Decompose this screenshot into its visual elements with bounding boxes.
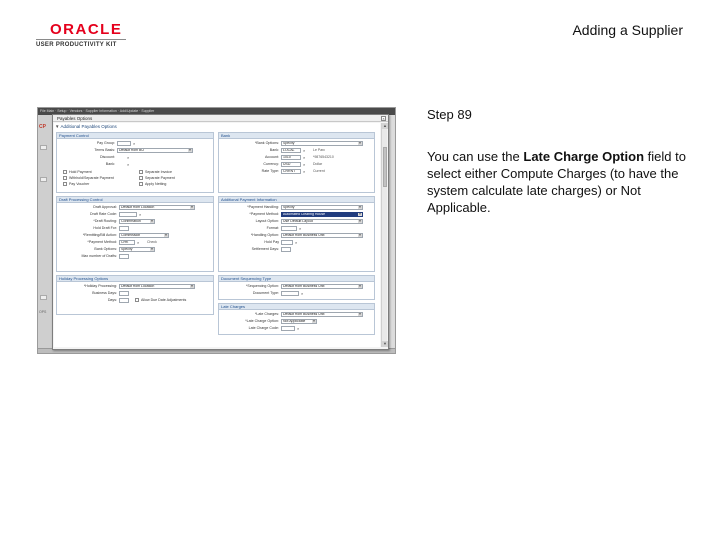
dialog-body [54,123,380,347]
background-widget [40,295,47,300]
hold-draft-input[interactable] [119,226,129,231]
checkbox-label: Apply Netting [145,182,167,186]
dialog-title: Payables Options [53,115,388,122]
document-type-input[interactable] [281,291,299,296]
chevron-down-icon[interactable]: ▼ [358,205,362,209]
checkbox-label: Hold Payment [69,170,92,174]
checkbox-label: Withhold/Separate Payment [69,176,114,180]
handling-option-label: *Handling Option: [250,233,279,237]
separate-payment-checkbox[interactable] [139,176,143,180]
allow-adjustments-label: Allow Due Date Adjustments [141,298,187,302]
logo-divider [36,39,126,40]
chevron-down-icon[interactable]: ▼ [190,205,194,209]
late-charge-option-label: *Late Charge Option: [245,319,279,323]
max-drafts-input[interactable] [119,254,129,259]
pay-method-select[interactable] [281,212,363,217]
remit-action-label: *Remitting/Bill Action: [82,233,117,237]
terms-basis-value: Default from BU [119,148,144,152]
close-icon[interactable]: × [382,116,385,121]
pay-group-input[interactable] [117,141,131,146]
payment-control-panel [56,132,214,193]
settlement-days-input[interactable] [281,247,291,252]
scrollbar-thumb[interactable] [383,147,387,187]
days-label: Days: [107,298,117,302]
rate-type-description: Current [313,169,325,173]
layout-option-value: Use Default Layout [283,219,313,223]
draft-approval-select[interactable] [119,205,195,210]
chevron-down-icon[interactable]: ▼ [312,319,316,323]
chevron-down-icon[interactable]: ▼ [358,233,362,237]
chevron-down-icon[interactable]: ▼ [164,233,168,237]
sequencing-option-value: Default from Business Unit [283,284,325,288]
chevron-down-icon[interactable]: ▼ [358,141,362,145]
allow-adjustments-checkbox[interactable] [135,298,139,302]
panel-header: Draft Processing Control [57,197,213,203]
description-text: You can use the [427,149,524,164]
bank-code-input[interactable]: LOCAL [281,148,301,153]
panel-header: Late Charges [219,304,374,310]
logo-product: USER PRODUCTIVITY KIT [36,42,117,48]
discount-label: Discount: [100,155,115,159]
format-label: Format: [266,226,279,230]
business-days-label: Business Days: [92,291,117,295]
bank-panel [218,132,375,193]
section-header[interactable] [55,124,117,129]
lookup-icon[interactable]: ⌕ [127,155,130,160]
chevron-down-icon[interactable]: ▼ [358,219,362,223]
account-input[interactable]: 1010 [281,155,301,160]
pay-handling-code-label: Hold Pay [264,240,279,244]
late-charges-label: *Late Charges: [255,312,279,316]
rate-type-label: Rate Type: [261,169,279,173]
draft-routing-select[interactable] [119,219,155,224]
payment-handling-label: *Payment Handling: [247,205,279,209]
panel-header: Document Sequencing Type [219,276,374,282]
lookup-icon[interactable]: ⌕ [303,162,306,167]
holiday-processing-select[interactable] [119,284,195,289]
lookup-icon[interactable]: ⌕ [303,155,306,160]
screenshot [37,107,396,354]
checkbox-label: Pay Voucher [69,182,90,186]
lookup-icon[interactable]: ⌕ [303,148,306,153]
late-charges-panel [218,303,375,335]
withhold-checkbox[interactable] [63,176,67,180]
oracle-upk-logo [36,22,126,48]
rate-type-input[interactable]: CRRNT [281,169,301,174]
chevron-down-icon[interactable]: ▼ [190,284,194,288]
app-menu-bar: File Main · Setup · Vendors · Supplier Information · Add/Update · Supplier [38,108,395,115]
scroll-up-icon[interactable]: ▲ [383,123,387,128]
late-charges-select[interactable] [281,312,363,317]
checkbox-label: Separate Invoice [145,170,172,174]
draft-bank-options-value: Specify [121,247,133,251]
step-number: Step 89 [427,107,472,122]
max-drafts-label: Max number of Drafts: [81,254,117,258]
document-type-label: Document Type: [252,291,279,295]
remit-action-select[interactable] [119,233,169,238]
business-days-input[interactable] [119,291,129,296]
holiday-processing-value: Default from Location [121,284,155,288]
additional-payment-panel [218,196,375,272]
draft-routing-value: Confirmation [121,219,141,223]
lookup-icon[interactable]: ⌕ [127,162,130,167]
late-charge-option-value: Not Applicable [283,319,306,323]
payment-method-description: Check [147,240,157,244]
slide-title: Adding a Supplier [572,22,683,38]
document-sequencing-panel [218,275,375,300]
panel-header: Bank [219,133,374,139]
step-description [427,148,697,216]
lookup-icon[interactable]: ⌕ [297,326,300,331]
section-header-label: Additional Payables Options [60,124,117,129]
chevron-down-icon[interactable]: ▼ [150,219,154,223]
late-charges-value: Default from Business Unit [283,312,325,316]
currency-description: Dollar [313,162,323,166]
remit-action-value: Commission [121,233,141,237]
chevron-down-icon[interactable]: ▼ [358,284,362,288]
payables-options-dialog [52,114,389,350]
lookup-icon[interactable]: ⌕ [133,141,136,146]
background-widget [40,145,47,150]
currency-input[interactable]: USD [281,162,301,167]
panel-header: Holiday Processing Options [57,276,213,282]
draft-rate-code-label: Draft Rate Code: [90,212,117,216]
panel-header: Additional Payment Information [219,197,374,203]
layout-option-select[interactable] [281,219,363,224]
draft-processing-panel [56,196,214,272]
draft-approval-value: Default from Location [121,205,155,209]
scroll-down-icon[interactable]: ▼ [383,341,387,346]
lookup-icon[interactable]: ⌕ [295,240,298,245]
bank-options-label: *Bank Options: [255,141,279,145]
bank-options-select[interactable] [281,141,363,146]
account-description: *9876543210 [313,155,334,159]
holiday-processing-panel [56,275,214,315]
collapse-triangle-icon[interactable]: ▼ [55,124,60,129]
payment-method-input[interactable]: CHK [119,240,135,245]
chevron-down-icon[interactable]: ▼ [358,312,362,316]
lookup-icon[interactable]: ⌕ [299,226,302,231]
draft-approval-label: Draft Approval: [93,205,117,209]
days-input[interactable] [119,298,129,303]
description-field-name: Late Charge Option [523,149,645,164]
bank-options-value: Specify [283,141,295,145]
hold-draft-label: Hold Draft For: [93,226,117,230]
currency-label: Currency: [263,162,279,166]
format-input[interactable] [281,226,297,231]
chevron-down-icon[interactable]: ▼ [358,212,362,216]
separate-invoice-checkbox[interactable] [139,170,143,174]
apply-netting-checkbox[interactable] [139,182,143,186]
lookup-icon[interactable]: ⌕ [301,291,304,296]
pay-method-value: Automated Clearing House [283,212,326,216]
sequencing-option-select[interactable] [281,284,363,289]
checkbox-label: Separate Payment [145,176,175,180]
vertical-scrollbar[interactable] [381,123,387,347]
lookup-icon[interactable]: ⌕ [139,212,142,217]
payment-handling-select[interactable] [281,205,363,210]
handling-option-select[interactable] [281,233,363,238]
chevron-down-icon[interactable]: ▼ [188,148,192,152]
lookup-icon[interactable]: ⌕ [137,240,140,245]
late-charge-code-label: Late Charge Code: [248,326,279,330]
background-crumb: CP [39,124,46,130]
sequencing-option-label: *Sequencing Option: [246,284,279,288]
account-label: Account: [265,155,279,159]
pay-voucher-checkbox[interactable] [63,182,67,186]
pay-group-label: Pay Group: [96,141,115,145]
lookup-icon[interactable]: ⌕ [303,169,306,174]
draft-rate-code-input[interactable] [119,212,137,217]
settlement-days-label: Settlement Days: [251,247,279,251]
late-charge-option-select[interactable] [281,319,317,324]
background-label: OPS [39,310,47,314]
panel-header: Payment Control [57,133,213,139]
hold-payment-checkbox[interactable] [63,170,67,174]
terms-basis-label: Terms Basis: [94,148,115,152]
late-charge-code-input[interactable] [281,326,295,331]
layout-option-label: Layout Option: [255,219,279,223]
bank-description: Le Parc [313,148,326,152]
pay-method-label: *Payment Method: [249,212,279,216]
bank-label: Bank: [105,162,115,166]
logo-brand: ORACLE [50,21,123,38]
draft-bank-options-select[interactable] [119,247,155,252]
chevron-down-icon[interactable]: ▼ [150,247,154,251]
background-widget [40,177,47,182]
pay-handling-code-input[interactable] [281,240,293,245]
draft-bank-options-label: Bank Options: [94,247,117,251]
description-text: field to select either Compute Charges (to have the system calculate late charges) or Not Applicable. [427,149,686,215]
draft-routing-label: *Draft Routing: [93,219,117,223]
terms-basis-select[interactable] [117,148,193,153]
holiday-processing-label: *Holiday Processing: [83,284,117,288]
payment-handling-value: Specify [283,205,295,209]
bank-code-label: Bank: [269,148,279,152]
handling-option-value: Default from Business Unit [283,233,325,237]
payment-method-label: *Payment Method: [87,240,117,244]
